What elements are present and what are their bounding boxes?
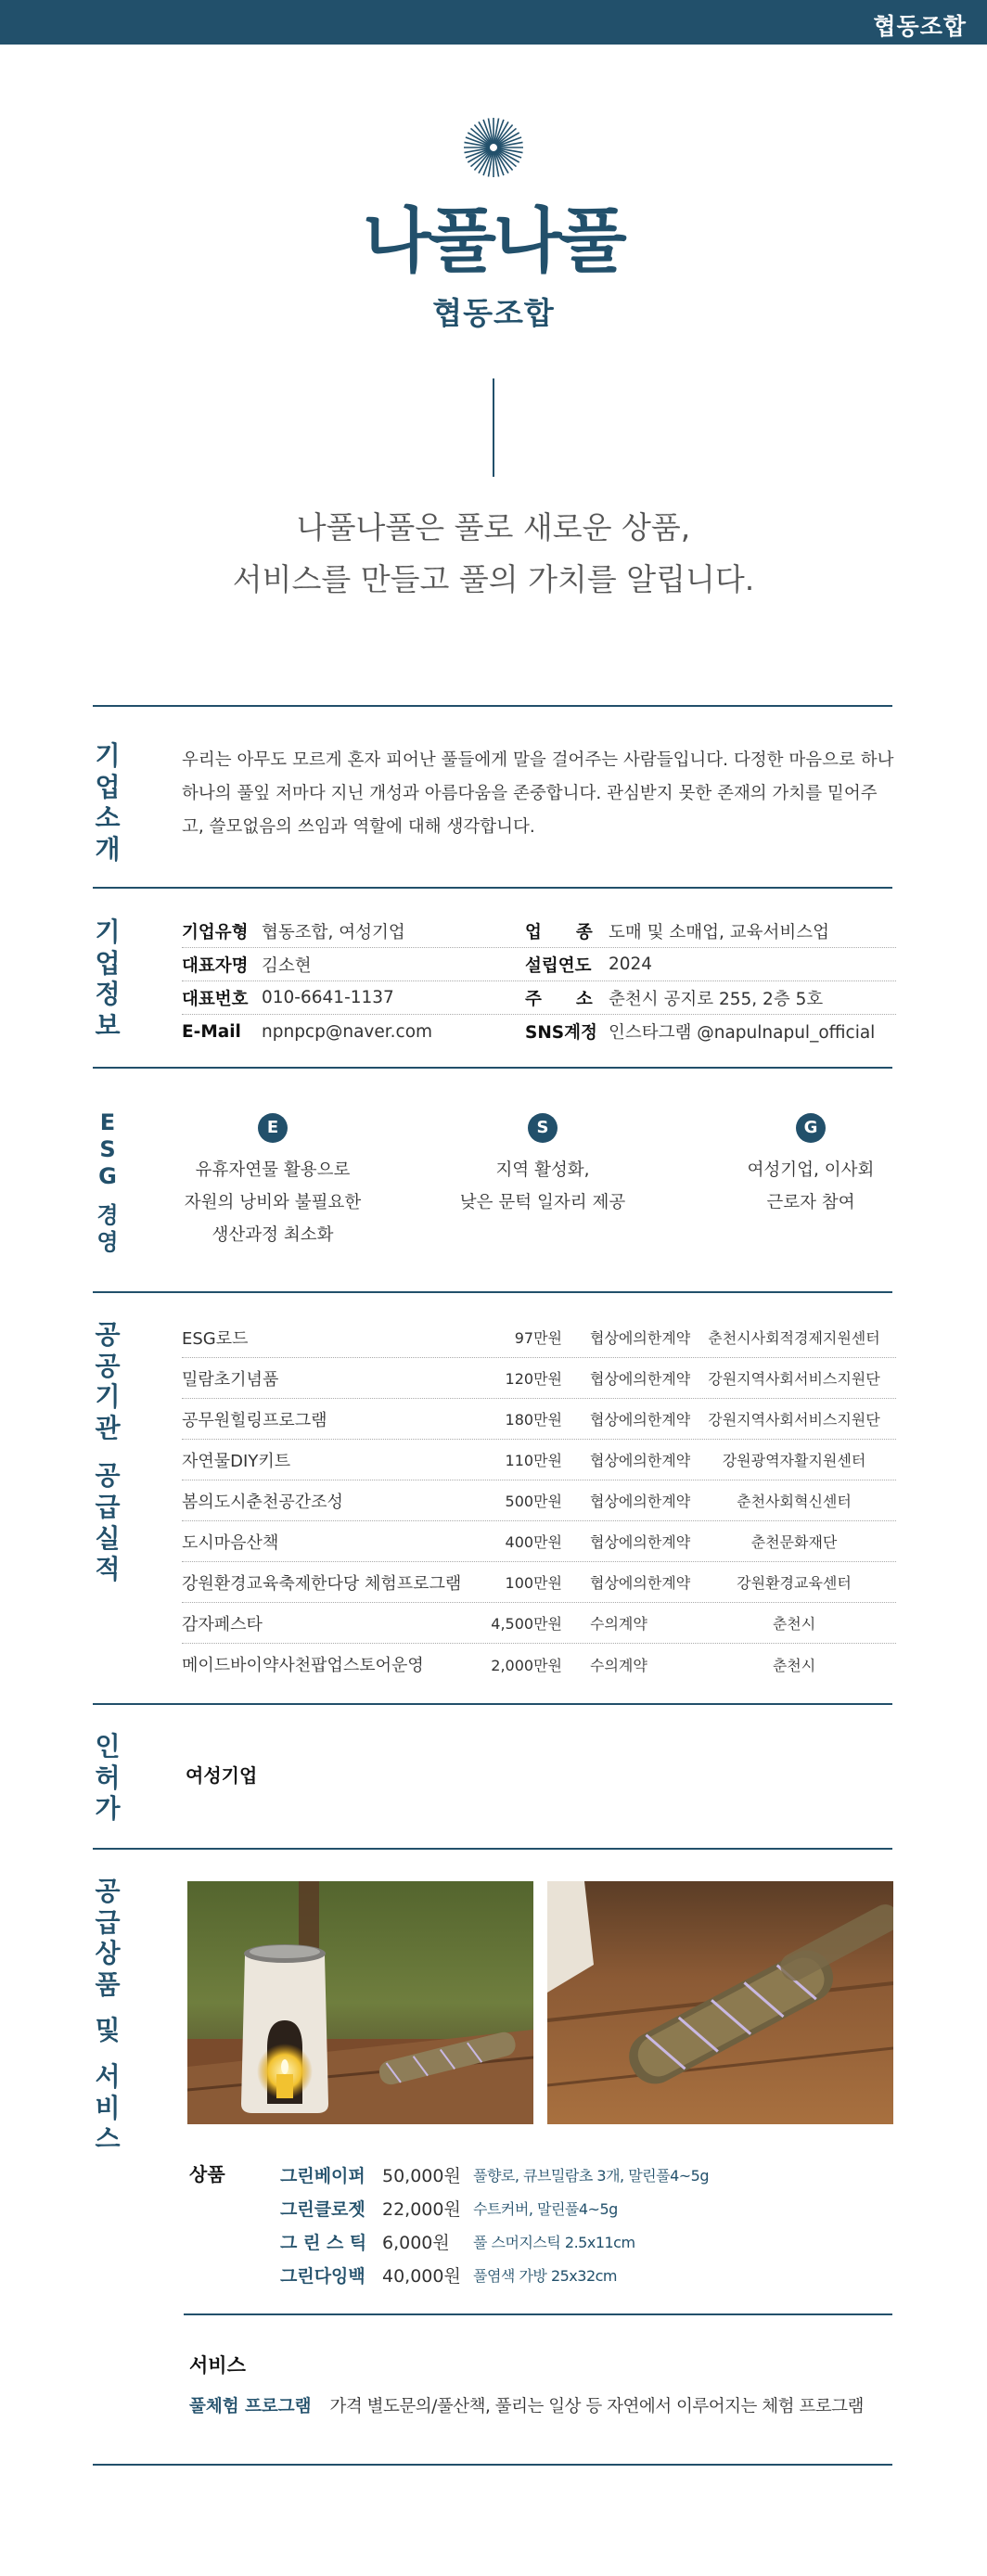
product-price: 50,000원 [382,2165,461,2186]
info-key: 기업유형 [182,922,249,942]
product-name: 그린베이퍼 [280,2165,365,2186]
esg-text: 근로자 참여 [766,1193,855,1212]
info-value: npnpcp@naver.com [262,1021,433,1042]
supply-row [182,1521,896,1562]
product-row [280,2224,892,2258]
info-value: 2024 [609,955,653,974]
esg-item-g [690,1113,931,1219]
product-list [280,2158,892,2291]
supply-organization: 강원환경교육센터 [737,1574,852,1592]
section-label-license: 인 허 가 [95,1731,121,1825]
company-intro-text: 우리는 아무도 모르게 혼자 피어난 풀들에게 말을 걸어주는 사람들입니다. 다정한 마음으로 하나하나의 풀잎 저마다 지닌 개성과 아름다움을 존중합니다. 관심받지 못한 존재의 가치를 밑어주고, 쓸모없음의 쓰임과 역할에 대해 생각합니다. [182,750,894,837]
info-key: E-Mail [182,1021,241,1042]
supply-organization: 강원지역사회서비스지원단 [708,1370,880,1388]
section-label-info: 기 업 정 보 [95,916,121,1041]
supply-amount: 120만원 [505,1370,562,1388]
supply-amount: 110만원 [505,1452,562,1469]
supply-contract-type: 협상에의한계약 [590,1493,691,1510]
info-value: 010-6641-1137 [262,988,394,1007]
supply-amount: 97만원 [514,1329,562,1347]
supply-contract-type: 협상에의한계약 [590,1533,691,1551]
supply-row [182,1440,896,1480]
supply-row [182,1480,896,1521]
info-row [182,1015,896,1048]
supply-row [182,1317,896,1358]
product-row [280,2158,892,2191]
service-row [189,2393,904,2417]
supply-amount: 4,500만원 [491,1615,562,1633]
product-price: 40,000원 [382,2265,461,2287]
product-row [280,2258,892,2291]
supply-amount: 400만원 [505,1533,562,1551]
info-value: 협동조합, 여성기업 [262,922,405,942]
supply-contract-type: 협상에의한계약 [590,1329,691,1347]
supply-contract-type: 수의계약 [590,1615,647,1633]
supply-name: 봄의도시춘천공간조성 [182,1492,343,1512]
info-key: 설립연도 [525,955,592,976]
supply-contract-type: 협상에의한계약 [590,1370,691,1388]
supply-contract-type: 협상에의한계약 [590,1411,691,1429]
product-name: 그린다잉백 [280,2265,365,2287]
supply-name: 밀람초기념품 [182,1369,279,1390]
section-label-products: 공 급 상 품 및 서 비 스 [95,1876,121,2155]
divider-vertical [493,378,494,477]
supply-organization: 춘천시 [772,1615,816,1633]
info-value: 도매 및 소매업, 교육서비스업 [609,922,829,942]
esg-text: 유휴자연물 활용으로 [195,1160,351,1180]
supply-contract-type: 협상에의한계약 [590,1452,691,1469]
banner-tag: 협동조합 [873,13,967,40]
info-key: 업 종 [525,922,593,942]
section-divider [184,2313,892,2315]
supply-row [182,1644,896,1685]
info-value: 김소현 [262,955,312,976]
supply-amount: 100만원 [505,1574,562,1592]
supply-organization: 춘천사회혁신센터 [737,1493,852,1510]
info-row [182,915,896,948]
supply-contract-type: 협상에의한계약 [590,1574,691,1592]
esg-item-e [152,1113,393,1251]
supply-contract-type: 수의계약 [590,1656,647,1674]
product-photo-smudge-stick [547,1881,893,2124]
esg-text: 낮은 문턱 일자리 제공 [459,1193,626,1212]
section-divider [93,1703,892,1705]
supply-name: ESG로드 [182,1328,249,1349]
info-key: 대표자명 [182,955,249,976]
esg-text: 여성기업, 이사회 [747,1160,875,1180]
section-divider [93,887,892,889]
supply-amount: 2,000만원 [491,1656,562,1674]
product-description: 풀향로, 큐브밀람초 3개, 말린풀4~5g [473,2166,710,2185]
info-key: 주 소 [525,989,593,1009]
section-label-intro: 기 업 소 개 [95,740,121,865]
product-price: 6,000원 [382,2232,450,2253]
top-banner [0,0,987,45]
section-divider [93,1848,892,1850]
esg-text: 자원의 낭비와 불필요한 [184,1193,362,1212]
info-key: 대표번호 [182,989,249,1009]
product-photo-incense-burner [187,1881,533,2124]
supply-amount: 500만원 [505,1493,562,1510]
sunburst-logo-icon [462,116,525,179]
info-row [182,981,896,1015]
supply-name: 자연물DIY키트 [182,1451,291,1471]
product-description: 수트커버, 말린풀4~5g [473,2199,618,2218]
product-price: 22,000원 [382,2198,461,2220]
company-info-table [182,915,896,1048]
product-row [280,2191,892,2224]
supply-name: 공무원힐링프로그램 [182,1410,327,1430]
supply-organization: 강원지역사회서비스지원단 [708,1411,880,1429]
section-divider [93,2464,892,2466]
service-description: 가격 별도문의/풀산책, 풀리는 일상 등 자연에서 이루어지는 체험 프로그램 [329,2397,864,2416]
product-description: 풀염색 가방 25x32cm [473,2266,618,2285]
section-label-esg: E S G 경 영 [96,1109,119,1256]
esg-badge-icon: S [528,1113,558,1143]
supply-organization: 춘천시 [772,1656,816,1674]
supply-amount: 180만원 [505,1411,562,1429]
service-name: 풀체험 프로그램 [189,2397,312,2416]
section-divider [93,705,892,707]
tagline-line2: 서비스를 만들고 풀의 가치를 알립니다. [232,561,755,597]
esg-badge-icon: E [258,1113,288,1143]
supply-organization: 춘천시사회적경제지원센터 [708,1329,880,1347]
supply-name: 감자페스타 [182,1614,263,1634]
section-label-supply: 공 공 기 관 공 급 실 적 [95,1319,121,1585]
product-description: 풀 스머지스틱 2.5x11cm [473,2233,635,2251]
logo-wordmark: 나풀나풀 [363,199,624,282]
supply-organization: 강원광역자활지원센터 [722,1452,866,1469]
section-divider [93,1291,892,1293]
supply-row [182,1562,896,1603]
esg-text: 지역 활성화, [495,1160,590,1180]
supply-name: 메이드바이약사천팝업스토어운영 [182,1656,424,1675]
supply-name: 강원환경교육축제한다당 체험프로그램 [182,1573,462,1594]
info-row [182,948,896,981]
tagline-line1: 나풀나풀은 풀로 새로운 상품, [296,509,691,545]
products-title: 상품 [189,2163,225,2185]
product-name: 그린클로젯 [280,2198,365,2220]
supply-organization: 춘천문화재단 [750,1533,838,1551]
info-value: 춘천시 공지로 255, 2층 5호 [609,989,824,1009]
supply-row [182,1358,896,1399]
supply-record-table [182,1317,896,1685]
supply-row [182,1399,896,1440]
info-key: SNS계정 [525,1023,597,1043]
esg-text: 생산과정 최소화 [212,1225,334,1245]
license-value: 여성기업 [186,1764,258,1787]
supply-name: 도시마음산책 [182,1532,279,1553]
services-title: 서비스 [189,2354,246,2377]
product-name: 그 린 스 틱 [280,2232,367,2253]
esg-item-s [422,1113,663,1219]
esg-badge-icon: G [796,1113,826,1143]
info-value: 인스타그램 @napulnapul_official [609,1023,876,1043]
section-divider [93,1067,892,1069]
logo-subtitle: 협동조합 [432,295,555,331]
supply-row [182,1603,896,1644]
